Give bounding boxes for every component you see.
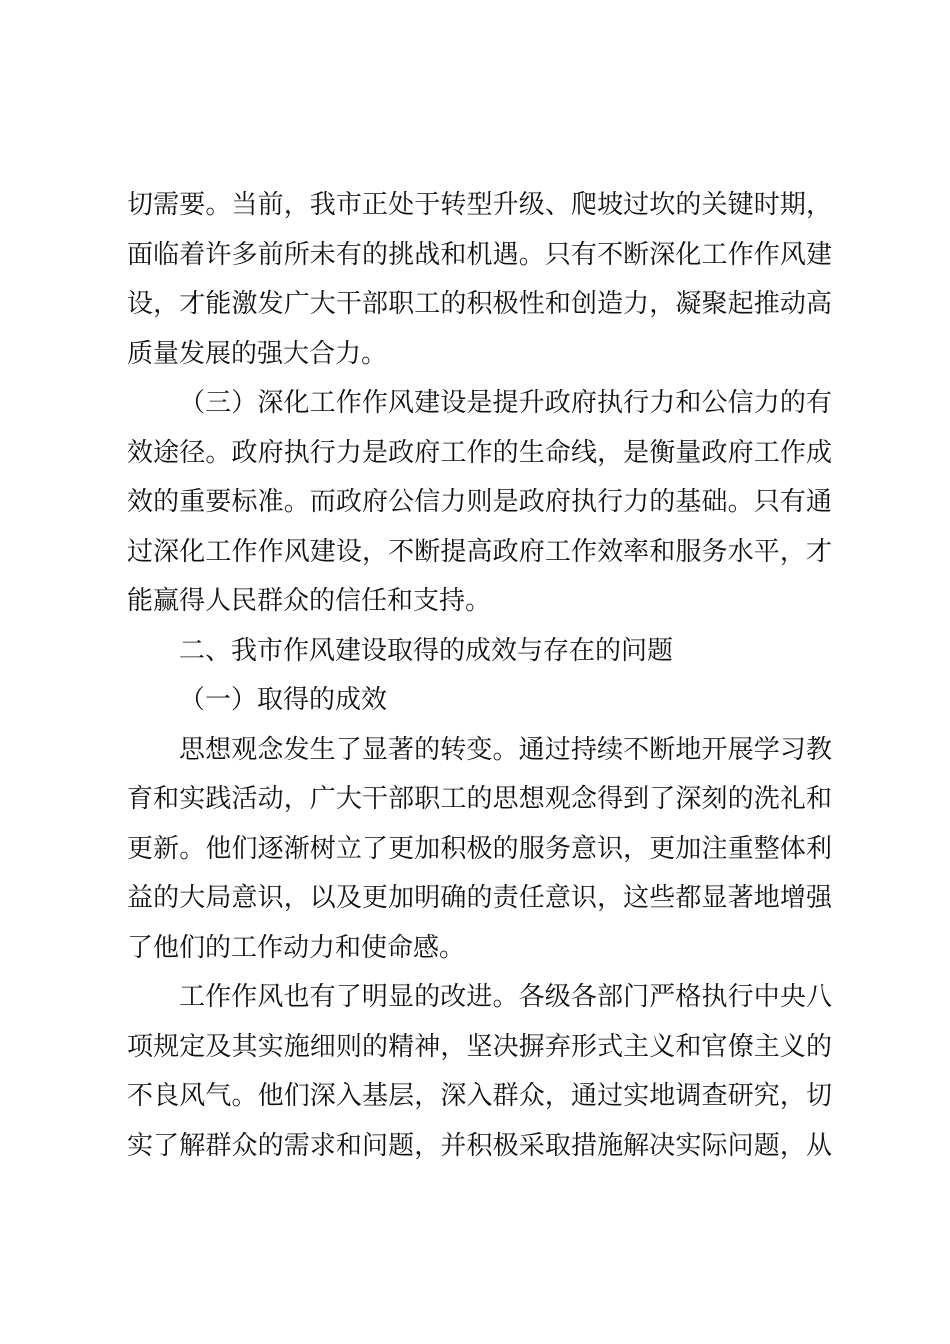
text-line: 设，才能激发广大干部职工的积极性和创造力，凝聚起推动高: [127, 289, 832, 319]
document-body: [127, 181, 832, 1171]
paragraph: [127, 726, 832, 974]
text-line: 实了解群众的需求和问题，并积极采取措施解决实际问题，从: [127, 1130, 832, 1161]
paragraph: [127, 676, 832, 726]
text-line: 项规定及其实施细则的精神，坚决摒弃形式主义和官僚主义的: [127, 1031, 832, 1062]
text-line: 切需要。当前，我市正处于转型升级、爬坡过坎的关键时期，: [127, 190, 832, 220]
text-line: 不良风气。他们深入基层，深入群众，通过实地调查研究，切: [127, 1081, 832, 1111]
text-line: 过深化工作作风建设，不断提高政府工作效率和服务水平，才: [127, 536, 832, 567]
text-line: 育和实践活动，广大干部职工的思想观念得到了深刻的洗礼和: [127, 784, 832, 814]
paragraph: [127, 181, 832, 379]
text-line: （三）深化工作作风建设是提升政府执行力和公信力的有: [179, 388, 832, 418]
paragraph: [127, 627, 832, 677]
text-line: 了他们的工作动力和使命感。: [127, 932, 466, 963]
text-line: 质量发展的强大合力。: [127, 338, 388, 369]
text-line: 效的重要标准。而政府公信力则是政府执行力的基础。只有通: [127, 487, 832, 517]
text-line: 效途径。政府执行力是政府工作的生命线，是衡量政府工作成: [127, 437, 832, 468]
text-line: 面临着许多前所未有的挑战和机遇。只有不断深化工作作风建: [127, 239, 832, 270]
text-line: （一）取得的成效: [179, 685, 388, 715]
text-line: 更新。他们逐渐树立了更加积极的服务意识，更加注重整体利: [127, 833, 832, 864]
text-line: 思想观念发生了显著的转变。通过持续不断地开展学习教: [179, 734, 832, 765]
text-line: 工作作风也有了明显的改进。各级各部门严格执行中央八: [179, 982, 832, 1012]
text-line: 能赢得人民群众的信任和支持。: [127, 586, 492, 616]
text-line: 益的大局意识，以及更加明确的责任意识，这些都显著地增强: [127, 883, 832, 913]
text-line: 二、我市作风建设取得的成效与存在的问题: [179, 635, 674, 666]
paragraph: [127, 379, 832, 627]
paragraph: [127, 973, 832, 1171]
